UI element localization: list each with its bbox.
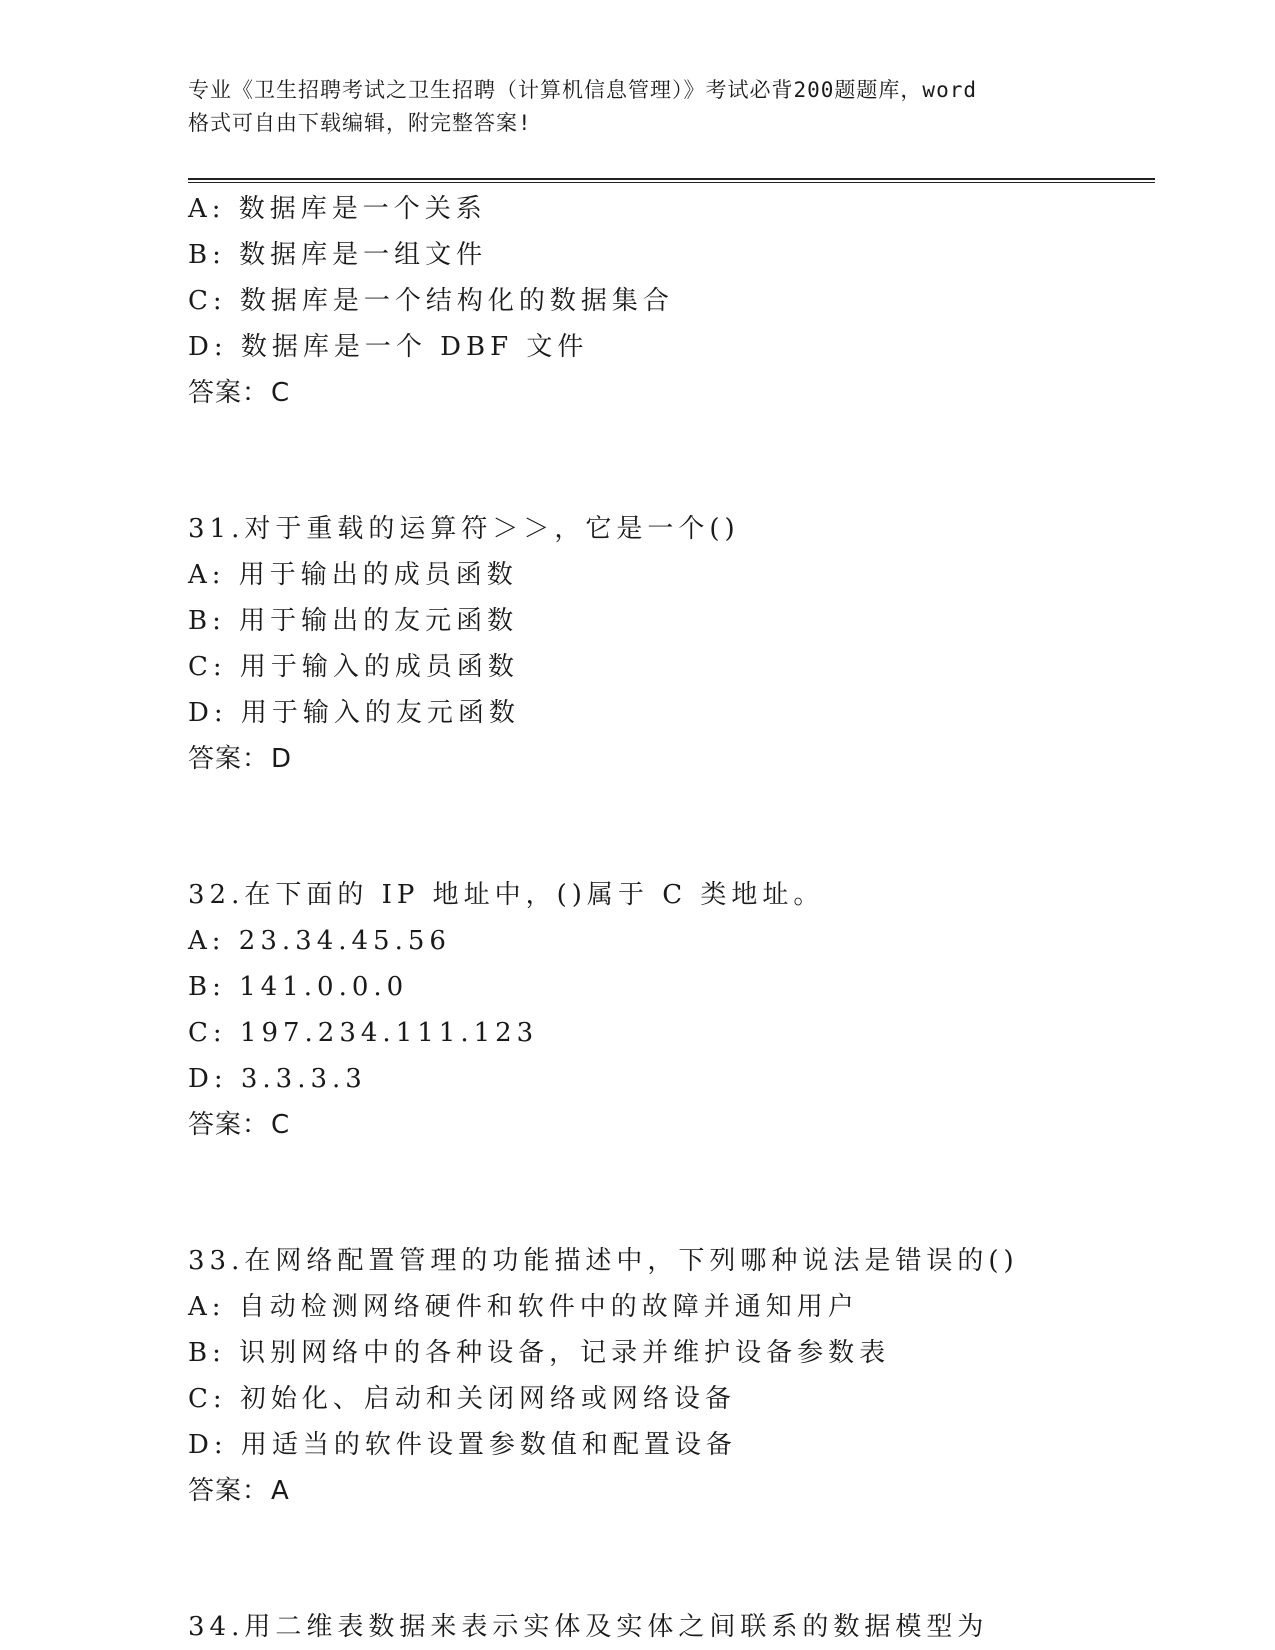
question-gap [188,416,1148,506]
question-33 [188,1238,1148,1514]
question-gap [188,782,1148,872]
question-34 [188,1604,1148,1650]
answer-value: A [271,1476,290,1506]
question-31 [188,506,1148,782]
option-a: A: 自动检测网络硬件和软件中的故障并通知用户 [188,1292,859,1322]
header-divider [188,178,1155,183]
question-32 [188,872,1148,1148]
option-c: C: 初始化、启动和关闭网络或网络设备 [188,1384,736,1414]
answer-value: C [271,378,291,408]
option-b: B: 用于输出的友元函数 [188,606,519,636]
option-d: D: 3.3.3.3 [188,1064,367,1094]
answer-line [188,370,1148,416]
question-list [188,186,1148,1650]
option-d: D: 数据库是一个 DBF 文件 [188,332,589,362]
answer-label: 答案： [188,744,270,774]
option-b: B: 识别网络中的各种设备，记录并维护设备参数表 [188,1338,891,1368]
answer-value: C [271,1110,291,1140]
answer-label: 答案： [188,1476,270,1506]
question-stem: 31.对于重载的运算符＞＞，它是一个() [188,514,740,544]
header-line-1: 专业《卫生招聘考试之卫生招聘（计算机信息管理）》考试必背200题题库，word [188,78,977,102]
answer-line [188,1102,1148,1148]
option-b: B: 数据库是一组文件 [188,240,488,270]
question-stem: 34.用二维表数据来表示实体及实体之间联系的数据模型为 [188,1612,989,1642]
question-gap [188,1148,1148,1238]
option-c: C: 数据库是一个结构化的数据集合 [188,286,674,316]
option-d: D: 用于输入的友元函数 [188,698,520,728]
question-gap [188,1514,1148,1604]
option-a: A: 23.34.45.56 [188,926,451,956]
answer-value: D [271,744,293,774]
answer-line [188,736,1148,782]
question-continued [188,186,1148,416]
answer-label: 答案： [188,378,270,408]
option-b: B: 141.0.0.0 [188,972,409,1002]
document-header [188,74,1088,140]
option-c: C: 197.234.111.123 [188,1018,539,1048]
option-c: C: 用于输入的成员函数 [188,652,519,682]
question-stem: 33.在网络配置管理的功能描述中，下列哪种说法是错误的() [188,1246,1019,1276]
answer-label: 答案： [188,1110,270,1140]
header-line-2: 格式可自由下载编辑，附完整答案! [188,111,532,135]
answer-line [188,1468,1148,1514]
option-a: A: 用于输出的成员函数 [188,560,518,590]
question-stem: 32.在下面的 IP 地址中，()属于 C 类地址。 [188,880,825,910]
option-d: D: 用适当的软件设置参数值和配置设备 [188,1430,737,1460]
option-a: A: 数据库是一个关系 [188,194,487,224]
